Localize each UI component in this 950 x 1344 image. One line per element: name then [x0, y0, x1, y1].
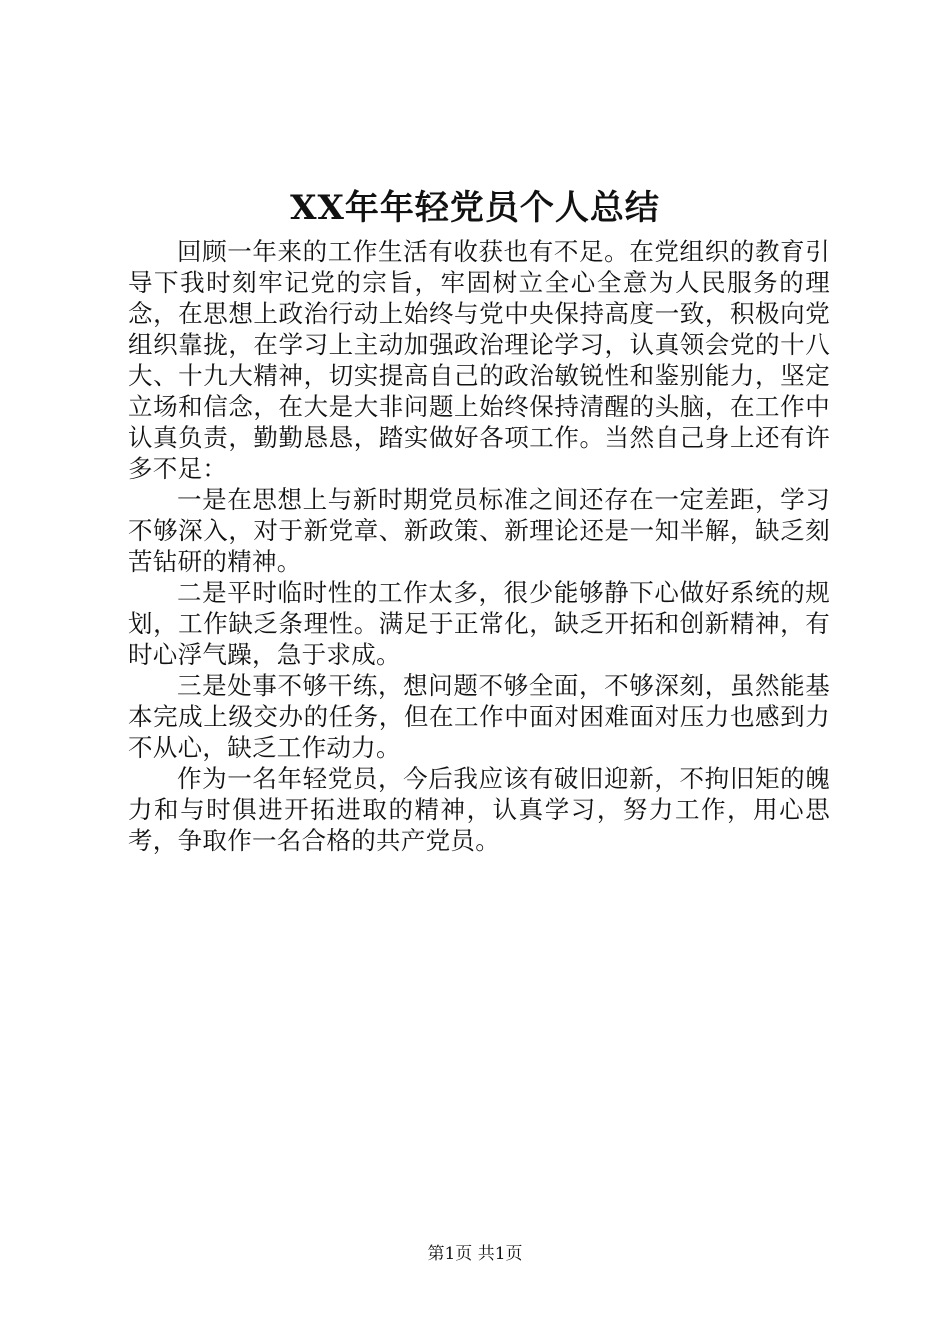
page-number-footer: 第1页 共1页: [427, 1244, 523, 1264]
document-body: [128, 236, 830, 856]
paragraph-shortcoming-1: 一是在思想上与新时期党员标准之间还存在一定差距，学习不够深入，对于新党章、新政策、新理论还是一知半解，缺乏刻苦钻研的精神。: [128, 485, 830, 576]
paragraph-shortcoming-2: 二是平时临时性的工作太多，很少能够静下心做好系统的规划，工作缺乏条理性。满足于正常化，缺乏开拓和创新精神，有时心浮气躁，急于求成。: [128, 578, 830, 669]
paragraph-shortcoming-3: 三是处事不够干练，想问题不够全面，不够深刻，虽然能基本完成上级交办的任务，但在工作中面对困难面对压力也感到力不从心，缺乏工作动力。: [128, 671, 830, 762]
paragraph-conclusion: 作为一名年轻党员，今后我应该有破旧迎新，不拘旧矩的魄力和与时俱进开拓进取的精神，认真学习，努力工作，用心思考，争取作一名合格的共产党员。: [128, 764, 830, 855]
paragraph-intro: 回顾一年来的工作生活有收获也有不足。在党组织的教育引导下我时刻牢记党的宗旨，牢固树立全心全意为人民服务的理念，在思想上政治行动上始终与党中央保持高度一致，积极向党组织靠拢，在学习上主动加强政治理论学习，认真领会党的十八大、十九大精神，切实提高自己的政治敏锐性和鉴别能力，坚定立场和信念，在大是大非问题上始终保持清醒的头脑，在工作中认真负责，勤勤恳恳，踏实做好各项工作。当然自己身上还有许多不足：: [128, 237, 830, 483]
document-title: XX年年轻党员个人总结: [290, 188, 660, 228]
